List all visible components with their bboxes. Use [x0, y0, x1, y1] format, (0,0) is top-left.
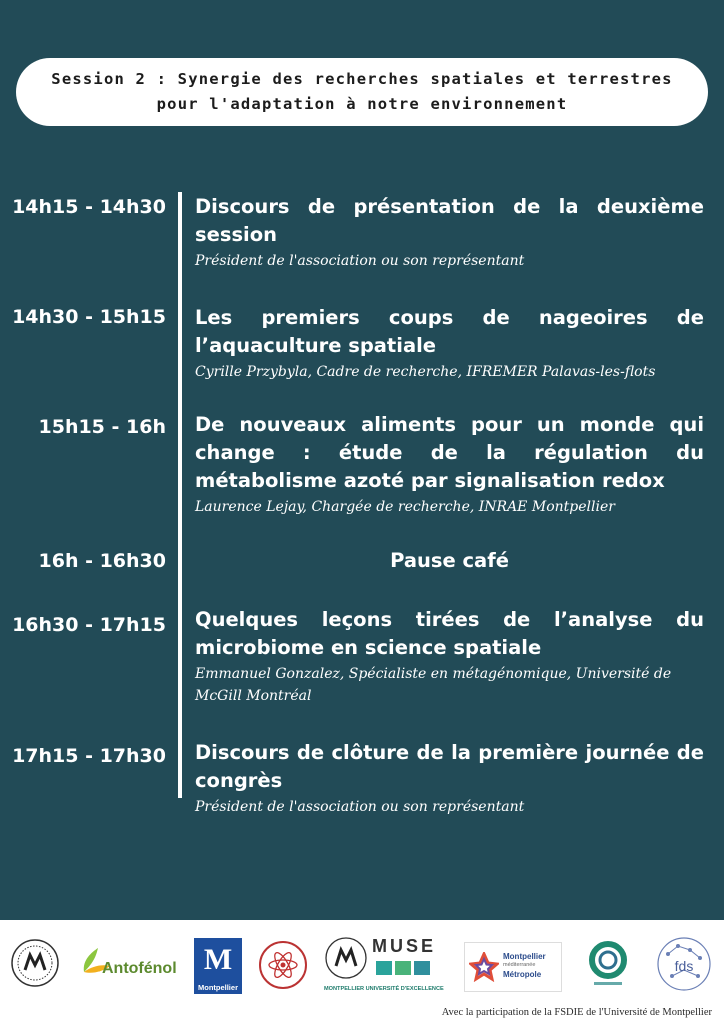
- montpellier-metropole-logo: [464, 942, 562, 992]
- university-seal-logo: [10, 938, 60, 992]
- green-ring-logo: [584, 938, 632, 994]
- program-item: [195, 606, 704, 707]
- muse-logo: [324, 936, 444, 1000]
- timeline-divider: [178, 192, 182, 798]
- muse-color-blocks-icon: [376, 960, 436, 976]
- program-item: [195, 304, 704, 383]
- talk-title: Discours de présentation de la deuxième session: [195, 195, 704, 246]
- session-title-line1: Session 2 : Synergie des recherches spatiales et terrestres: [51, 70, 673, 88]
- time-slot: 16h30 - 17h15: [12, 614, 166, 636]
- talk-speaker: Président de l'association ou son représentant: [195, 799, 525, 815]
- fds-logo: [656, 936, 712, 996]
- talk-title: De nouveaux aliments pour un monde qui change : étude de la régulation du métabolisme azoté par signalisation redox: [195, 413, 704, 492]
- muse-subtitle: MONTPELLIER UNIVERSITÉ D'EXCELLENCE: [324, 986, 444, 992]
- antofenol-logo: [78, 942, 178, 992]
- antofenol-wordmark: Antofénol: [102, 960, 177, 977]
- atom-association-logo: [258, 940, 308, 994]
- montpellier-m-icon: M: [194, 938, 242, 982]
- session-title-line2: pour l'adaptation à notre environnement: [156, 95, 568, 113]
- time-slot: 14h30 - 15h15: [12, 306, 166, 328]
- time-slot: 15h15 - 16h: [38, 416, 166, 438]
- program-item: [195, 411, 704, 518]
- time-slot: 16h - 16h30: [38, 550, 166, 572]
- talk-title: Discours de clôture de la première journée de congrès: [195, 741, 704, 792]
- footer-note: Avec la participation de la FSDIE de l'Université de Montpellier: [441, 1007, 712, 1018]
- talk-speaker: Président de l'association ou son représentant: [195, 253, 525, 269]
- montpellier-label: Montpellier: [194, 982, 242, 994]
- montpellier-city-logo: [194, 938, 242, 994]
- metropole-line1: Montpellier: [503, 952, 546, 961]
- session-title-banner: [16, 58, 708, 126]
- partners-footer: [0, 920, 724, 1024]
- time-slot: 17h15 - 17h30: [12, 745, 166, 767]
- metropole-line2: méditerranée: [503, 962, 536, 968]
- talk-speaker: Emmanuel Gonzalez, Spécialiste en métagénomique, Université de McGill Montréal: [195, 666, 672, 704]
- program-item: [195, 739, 704, 818]
- metropole-line3: Métropole: [503, 970, 542, 979]
- metropole-star-icon: [469, 952, 499, 982]
- talk-speaker: Cyrille Przybyla, Cadre de recherche, IFREMER Palavas-les-flots: [195, 364, 656, 380]
- program-item: [195, 193, 704, 272]
- pause-label: Pause café: [390, 549, 509, 572]
- muse-wordmark: MUSE: [372, 936, 437, 956]
- fds-wordmark: fds: [674, 958, 694, 974]
- time-slot: 14h15 - 14h30: [12, 196, 166, 218]
- talk-title: Quelques leçons tirées de l’analyse du microbiome en science spatiale: [195, 608, 704, 659]
- talk-speaker: Laurence Lejay, Chargée de recherche, INRAE Montpellier: [195, 499, 615, 515]
- talk-title: Les premiers coups de nageoires de l’aquaculture spatiale: [195, 306, 704, 357]
